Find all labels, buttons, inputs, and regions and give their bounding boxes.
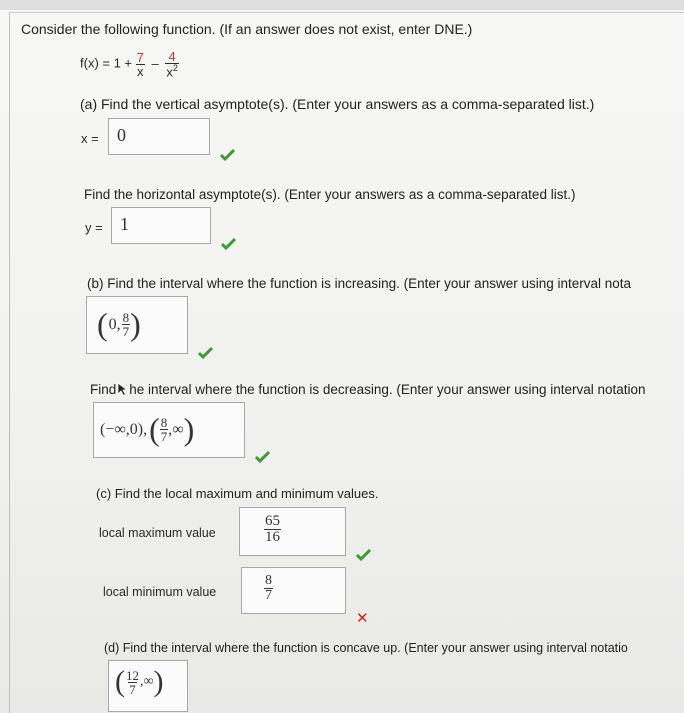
checkmark-icon: [220, 149, 235, 161]
function-lhs: f(x) = 1 +: [80, 55, 136, 71]
fraction-7-over-x: $\frac{7}{x}$: [136, 49, 144, 79]
local-max-label: local maximum value: [99, 526, 216, 540]
increasing-interval-input[interactable]: [86, 296, 188, 354]
decreasing-answer: (−∞,0), ( $\frac{8}{7}$ ,∞ ): [100, 411, 195, 447]
horizontal-answer-label: y =: [85, 220, 103, 235]
horizontal-asymptote-input[interactable]: [111, 207, 211, 244]
local-min-input[interactable]: [241, 567, 346, 614]
top-border: [0, 0, 684, 10]
horizontal-asymptote-prompt: Find the horizontal asymptote(s). (Enter your answers as a comma-separated list.): [84, 187, 576, 202]
vertical-answer-value: 0: [117, 125, 126, 145]
horizontal-answer-value: 1: [120, 214, 129, 234]
fraction-8-over-7: $\frac{8}{7}$: [122, 310, 130, 339]
local-max-input[interactable]: [239, 507, 346, 556]
vertical-asymptote-input[interactable]: [108, 118, 210, 155]
question-intro: Consider the following function. (If an answer does not exist, enter DNE.): [21, 21, 473, 37]
checkmark-icon: [221, 238, 236, 250]
fraction-8-over-7: $\frac{8}{7}$: [160, 415, 168, 444]
vertical-asymptote-prompt: (a) Find the vertical asymptote(s). (Enter your answers as a comma-separated list.): [80, 96, 595, 112]
local-extrema-prompt: (c) Find the local maximum and minimum values.: [96, 486, 379, 501]
function-minus: –: [151, 55, 159, 71]
mouse-cursor-icon: [117, 382, 128, 396]
local-max-value: $\frac{65}{16}$: [265, 513, 280, 545]
local-min-value: $\frac{8}{7}$: [265, 573, 272, 603]
local-min-label: local minimum value: [103, 585, 217, 599]
decreasing-interval-prompt: Find he interval where the function is decreasing. (Enter your answer using interval notation: [90, 382, 646, 397]
vertical-answer-label: x =: [81, 131, 99, 146]
checkmark-icon: [198, 347, 213, 359]
checkmark-icon: [255, 451, 270, 463]
fraction-4-over-x2: $\frac{4}{x^2}$: [166, 49, 178, 80]
function-definition: [80, 50, 179, 78]
x-mark-icon: ✕: [356, 610, 369, 627]
fraction-12-over-7: $\frac{12}{7}$: [126, 667, 139, 697]
checkmark-icon: [356, 549, 371, 561]
concave-up-answer: ( $\frac{12}{7}$ ,∞ ): [115, 665, 164, 698]
concave-up-input[interactable]: [108, 660, 188, 712]
decreasing-interval-input[interactable]: [93, 402, 245, 458]
increasing-interval-prompt: (b) Find the interval where the function is increasing. (Enter your answer using interval nota: [87, 276, 632, 291]
concave-up-prompt: (d) Find the interval where the function is concave up. (Enter your answer using interval notatio: [104, 641, 628, 655]
increasing-answer: ( 0, $\frac{8}{7}$ ): [97, 306, 141, 342]
